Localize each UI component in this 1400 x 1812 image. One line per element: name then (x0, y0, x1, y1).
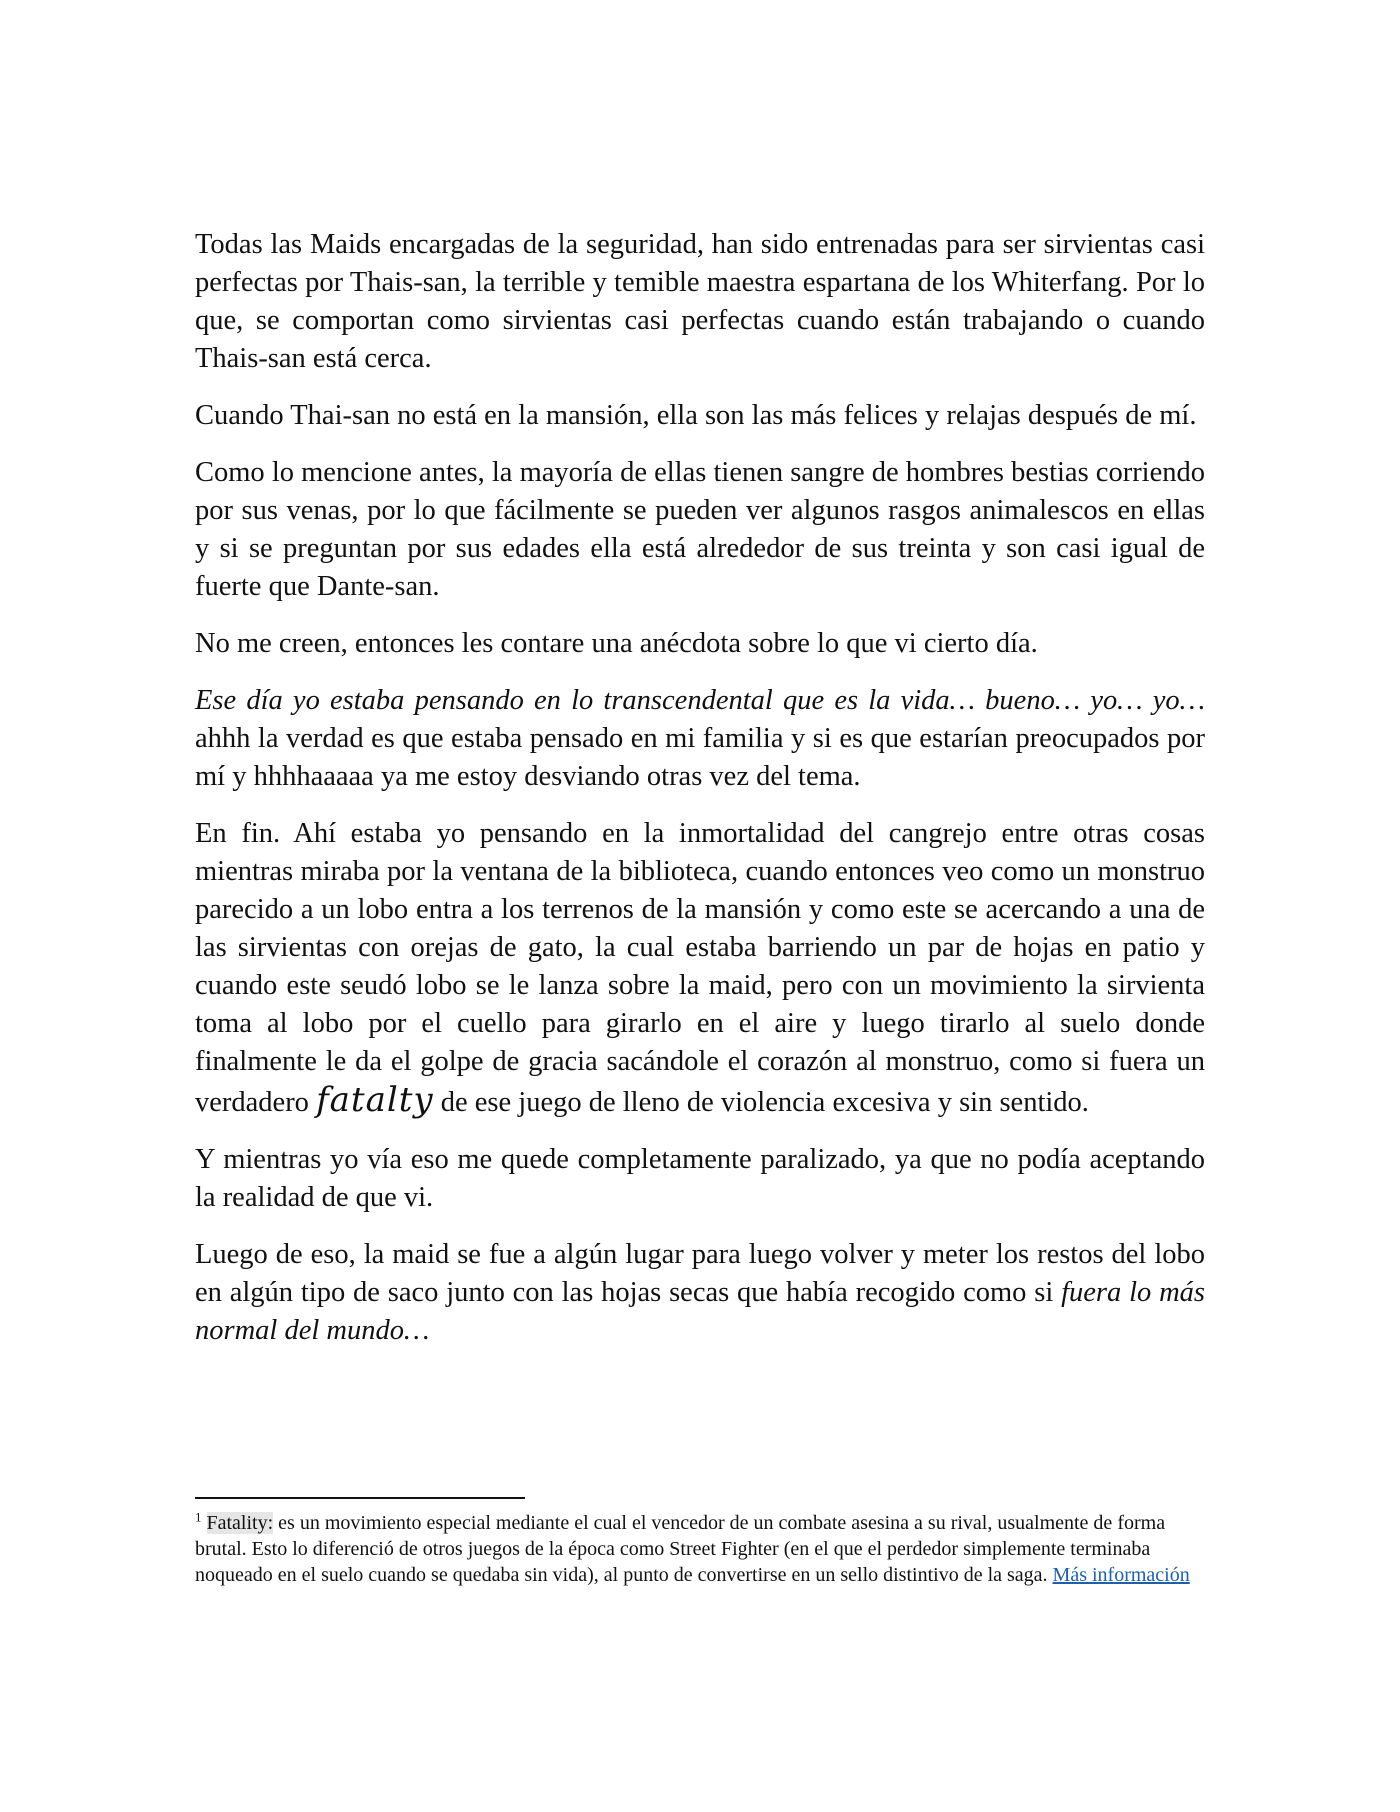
paragraph-2: Cuando Thai-san no está en la mansión, ella son las más felices y relajas después de mí. (195, 400, 1197, 431)
paragraph-8-italic: fuera lo más normal del mundo… (195, 1277, 1205, 1346)
footnote-term: Fatality: (206, 1512, 274, 1534)
fatality-word: fatalty (316, 1080, 434, 1120)
footnote (195, 1510, 1205, 1588)
paragraph-4: No me creen, entonces les contare una anécdota sobre lo que vi cierto día. (195, 628, 1038, 659)
paragraph-8-regular: Luego de eso, la maid se fue a algún lugar para luego volver y meter los restos del lobo en algún tipo de saco junto con las hojas secas que había recogido como si (195, 1239, 1205, 1308)
footnote-text: es un movimiento especial mediante el cual el vencedor de un combate asesina a su rival, usualmente de forma brutal. Esto lo diferenció de otros juegos de la época como Street Fighter (en el que el perdedor simplemente terminaba noqueado en el suelo cuando se quedaba sin vida), al punto de convertirse en un sello distintivo de la saga. (195, 1512, 1166, 1586)
paragraph-7: Y mientras yo vía eso me quede completamente paralizado, ya que no podía aceptando la realidad de que vi. (195, 1144, 1205, 1213)
paragraph-5-rest: ahhh la verdad es que estaba pensado en mi familia y si es que estarían preocupados por mí y hhhhaaaaa ya me estoy desviando otras vez del tema. (195, 723, 1205, 792)
paragraph-3: Como lo mencione antes, la mayoría de ellas tienen sangre de hombres bestias corriendo por sus venas, por lo que fácilmente se pueden ver algunos rasgos animalescos en ellas y si se preguntan por sus edades ella está alrededor de sus treinta y son casi igual de fuerte que Dante-san. (195, 457, 1205, 602)
paragraph-6 (195, 815, 1205, 1122)
paragraph-5 (195, 682, 1205, 796)
paragraph-5-italic: Ese día yo estaba pensando en lo transcendental que es la vida… bueno… yo… yo… (195, 685, 1205, 716)
more-info-link[interactable]: Más información (1052, 1564, 1190, 1586)
paragraph-6-after: de ese juego de lleno de violencia excesiva y sin sentido. (433, 1087, 1089, 1118)
paragraph-8 (195, 1236, 1205, 1350)
document-body (195, 226, 1205, 1369)
paragraph-6-before: En fin. Ahí estaba yo pensando en la inmortalidad del cangrejo entre otras cosas mientras miraba por la ventana de la biblioteca, cuando entonces veo como un monstruo parecido a un lobo entra a los terrenos de la mansión y como este se acercando a una de las sirvientas con orejas de gato, la cual estaba barriendo un par de hojas en patio y cuando este seudó lobo se le lanza sobre la maid, pero con un movimiento la sirvienta toma al lobo por el cuello para girarlo en el aire y luego tirarlo al suelo donde finalmente le da el golpe de gracia sacándole el corazón al monstruo, como si fuera un verdadero (195, 818, 1205, 1118)
paragraph-1: Todas las Maids encargadas de la seguridad, han sido entrenadas para ser sirvientas casi perfectas por Thais-san, la terrible y temible maestra espartana de los Whiterfang. Por lo que, se comportan como sirvientas casi perfectas cuando están trabajando o cuando Thais-san está cerca. (195, 229, 1205, 374)
footnote-marker: 1 (195, 1509, 202, 1525)
footnote-divider (195, 1497, 525, 1499)
